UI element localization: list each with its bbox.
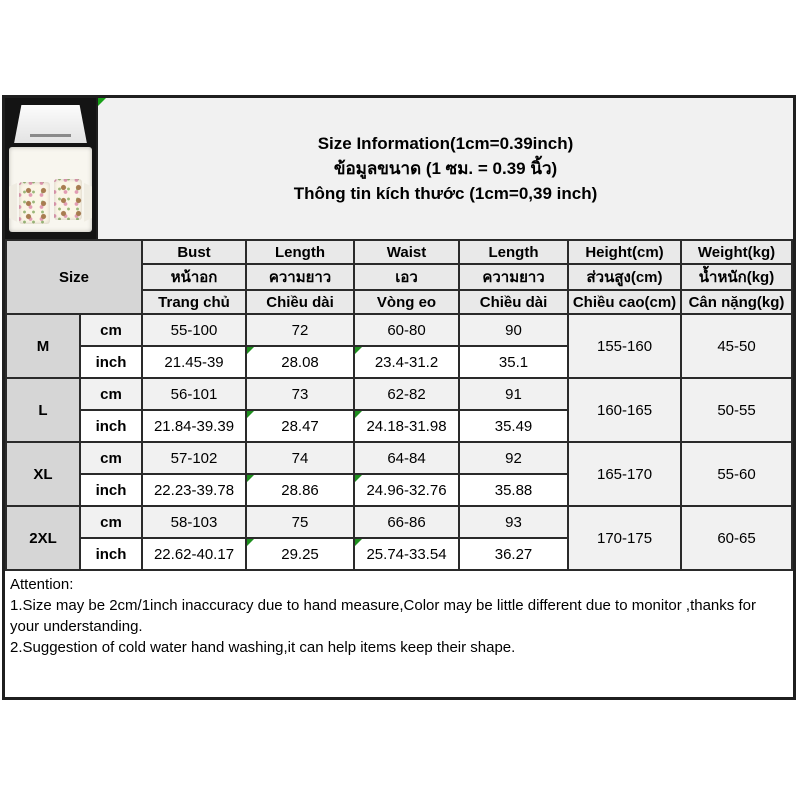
table-row-l-cm bbox=[6, 378, 792, 410]
value-xl-waist-inch: 24.96-32.76 bbox=[354, 474, 459, 506]
value-2xl-length-inch: 29.25 bbox=[246, 538, 354, 570]
unit-cell-cm: cm bbox=[80, 314, 142, 346]
attention-note bbox=[5, 571, 793, 697]
value-xl-height: 165-170 bbox=[568, 442, 681, 506]
value-m-waist-inch: 23.4-31.2 bbox=[354, 346, 459, 378]
value-2xl-waist-cm: 66-86 bbox=[354, 506, 459, 538]
value-l-length2-cm: 91 bbox=[459, 378, 568, 410]
unit-cell-inch: inch bbox=[80, 410, 142, 442]
value-l-length-cm: 73 bbox=[246, 378, 354, 410]
size-label-2xl: 2XL bbox=[6, 506, 80, 570]
size-table bbox=[5, 239, 793, 571]
value-2xl-length-cm: 75 bbox=[246, 506, 354, 538]
col-header-length2-en: Length bbox=[459, 240, 568, 264]
col-header-weight-vi: Cân nặng(kg) bbox=[681, 290, 792, 314]
col-header-weight-th: น้ำหนัก(kg) bbox=[681, 264, 792, 290]
value-m-length-inch: 28.08 bbox=[246, 346, 354, 378]
col-header-length-th: ความยาว bbox=[246, 264, 354, 290]
size-label-m: M bbox=[6, 314, 80, 378]
size-chart-panel bbox=[2, 95, 796, 700]
table-row-xl-cm bbox=[6, 442, 792, 474]
box-flap-left bbox=[9, 183, 17, 222]
size-info-title-block bbox=[98, 98, 793, 239]
size-label-xl: XL bbox=[6, 442, 80, 506]
value-m-bust-cm: 55-100 bbox=[142, 314, 246, 346]
value-2xl-length2-inch: 36.27 bbox=[459, 538, 568, 570]
value-l-length-inch: 28.47 bbox=[246, 410, 354, 442]
value-l-bust-inch: 21.84-39.39 bbox=[142, 410, 246, 442]
value-2xl-bust-inch: 22.62-40.17 bbox=[142, 538, 246, 570]
value-l-bust-cm: 56-101 bbox=[142, 378, 246, 410]
col-header-length-vi: Chiều dài bbox=[246, 290, 354, 314]
size-label-l: L bbox=[6, 378, 80, 442]
col-header-height-vi: Chiều cao(cm) bbox=[568, 290, 681, 314]
value-m-length2-cm: 90 bbox=[459, 314, 568, 346]
value-2xl-length2-cm: 93 bbox=[459, 506, 568, 538]
col-header-weight-en: Weight(kg) bbox=[681, 240, 792, 264]
value-2xl-waist-inch: 25.74-33.54 bbox=[354, 538, 459, 570]
bear-print-garment-right bbox=[54, 179, 82, 220]
value-l-length2-inch: 35.49 bbox=[459, 410, 568, 442]
table-row-2xl-cm bbox=[6, 506, 792, 538]
value-m-length-cm: 72 bbox=[246, 314, 354, 346]
value-xl-weight: 55-60 bbox=[681, 442, 792, 506]
title-english: Size Information(1cm=0.39inch) bbox=[317, 133, 574, 153]
value-xl-length2-cm: 92 bbox=[459, 442, 568, 474]
value-m-weight: 45-50 bbox=[681, 314, 792, 378]
col-header-length2-vi: Chiều dài bbox=[459, 290, 568, 314]
unit-cell-cm: cm bbox=[80, 442, 142, 474]
value-m-waist-cm: 60-80 bbox=[354, 314, 459, 346]
product-photo bbox=[5, 98, 98, 239]
value-2xl-height: 170-175 bbox=[568, 506, 681, 570]
value-m-height: 155-160 bbox=[568, 314, 681, 378]
col-header-length-en: Length bbox=[246, 240, 354, 264]
unit-cell-inch: inch bbox=[80, 538, 142, 570]
value-xl-length-inch: 28.86 bbox=[246, 474, 354, 506]
bear-print-garment-left bbox=[19, 182, 51, 224]
col-header-waist-vi: Vòng eo bbox=[354, 290, 459, 314]
unit-cell-cm: cm bbox=[80, 378, 142, 410]
box-lid bbox=[14, 105, 87, 143]
col-header-waist-en: Waist bbox=[354, 240, 459, 264]
title-thai: ข้อมูลขนาด (1 ซม. = 0.39 นิ้ว) bbox=[333, 158, 558, 178]
value-l-waist-cm: 62-82 bbox=[354, 378, 459, 410]
gift-box bbox=[9, 147, 93, 232]
value-l-waist-inch: 24.18-31.98 bbox=[354, 410, 459, 442]
header-row-english bbox=[6, 240, 792, 264]
col-header-height-en: Height(cm) bbox=[568, 240, 681, 264]
value-xl-waist-cm: 64-84 bbox=[354, 442, 459, 474]
col-header-length2-th: ความยาว bbox=[459, 264, 568, 290]
value-m-length2-inch: 35.1 bbox=[459, 346, 568, 378]
attention-line-1: 1.Size may be 2cm/1inch inaccuracy due to hand measure,Color may be little different due to monitor ,thanks for your understanding. bbox=[10, 597, 756, 635]
box-flap-right bbox=[84, 183, 92, 222]
value-xl-length-cm: 74 bbox=[246, 442, 354, 474]
col-header-bust-th: หน้าอก bbox=[142, 264, 246, 290]
size-table-corner-label: Size bbox=[6, 240, 142, 314]
attention-line-2: 2.Suggestion of cold water hand washing,it can help items keep their shape. bbox=[10, 639, 516, 656]
unit-cell-cm: cm bbox=[80, 506, 142, 538]
box-lid-label bbox=[30, 134, 71, 137]
table-row-m-cm bbox=[6, 314, 792, 346]
col-header-waist-th: เอว bbox=[354, 264, 459, 290]
value-l-height: 160-165 bbox=[568, 378, 681, 442]
value-m-bust-inch: 21.45-39 bbox=[142, 346, 246, 378]
value-xl-length2-inch: 35.88 bbox=[459, 474, 568, 506]
value-xl-bust-cm: 57-102 bbox=[142, 442, 246, 474]
value-2xl-weight: 60-65 bbox=[681, 506, 792, 570]
value-2xl-bust-cm: 58-103 bbox=[142, 506, 246, 538]
unit-cell-inch: inch bbox=[80, 346, 142, 378]
title-vietnamese: Thông tin kích thước (1cm=0,39 inch) bbox=[293, 183, 598, 203]
value-l-weight: 50-55 bbox=[681, 378, 792, 442]
col-header-height-th: ส่วนสูง(cm) bbox=[568, 264, 681, 290]
value-xl-bust-inch: 22.23-39.78 bbox=[142, 474, 246, 506]
col-header-bust-en: Bust bbox=[142, 240, 246, 264]
col-header-bust-vi: Trang chủ bbox=[142, 290, 246, 314]
header-row bbox=[5, 98, 793, 239]
unit-cell-inch: inch bbox=[80, 474, 142, 506]
attention-heading: Attention: bbox=[10, 576, 74, 593]
